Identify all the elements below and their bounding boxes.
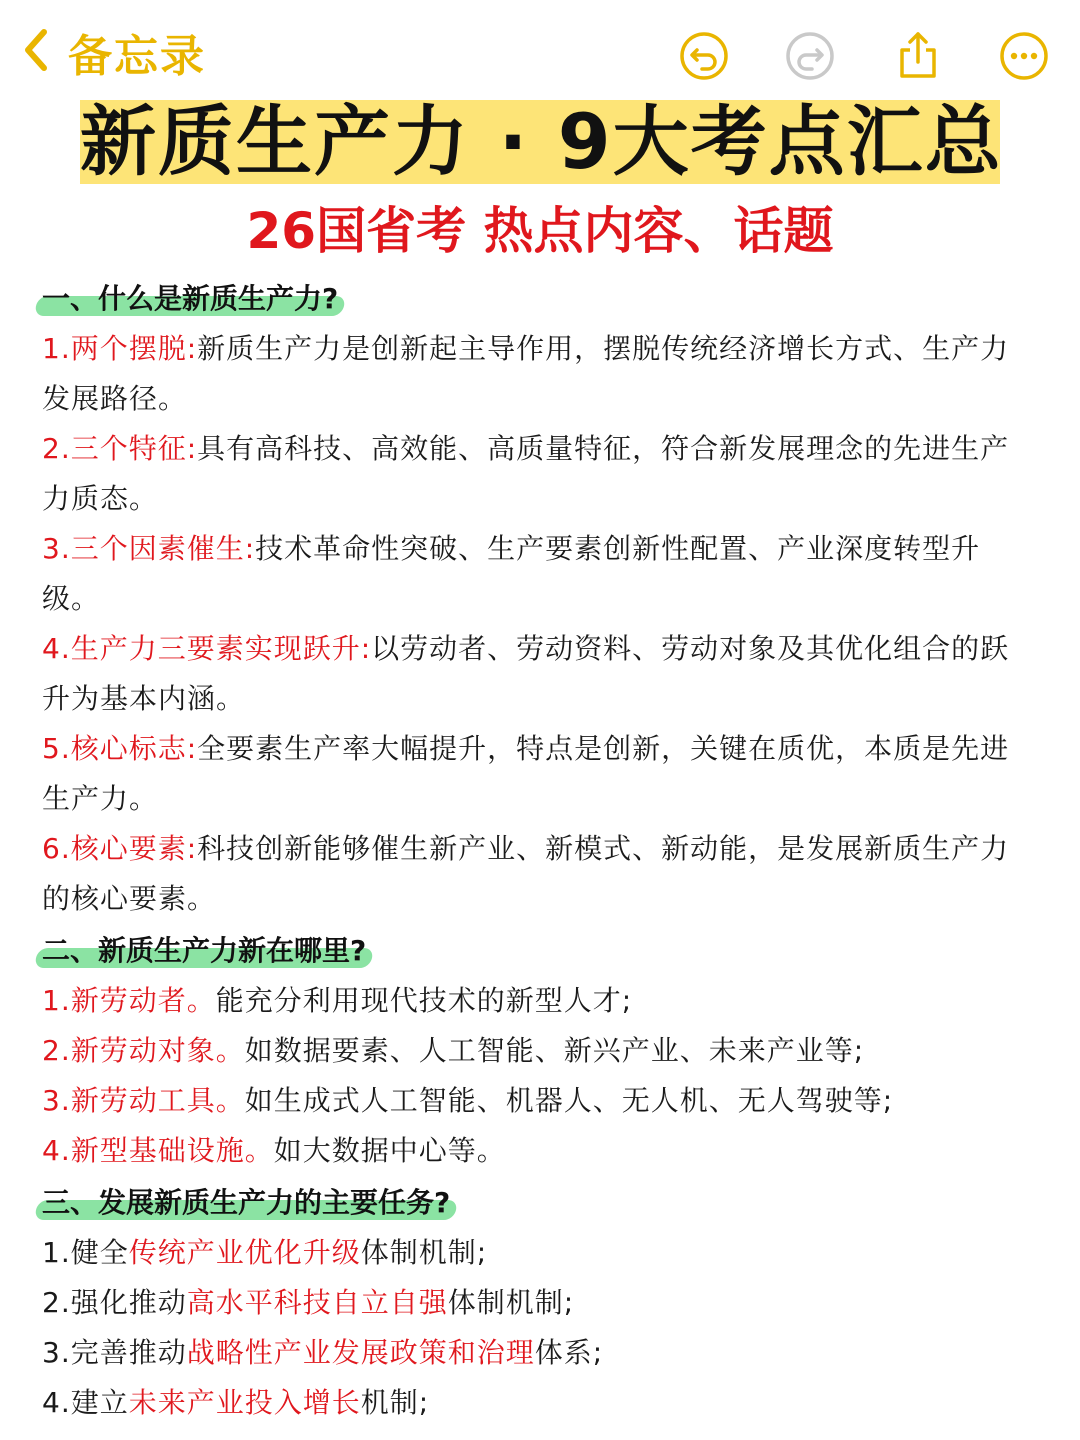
back-button[interactable]: [18, 22, 206, 82]
chevron-left-icon: [18, 26, 54, 78]
back-label: 备忘录: [68, 31, 206, 82]
section-heading: 三、发展新质生产力的主要任务?: [42, 1178, 450, 1228]
list-item: 2.三个特征:具有高科技、高效能、高质量特征，符合新发展理念的先进生产力质态。: [42, 432, 1010, 515]
list-item: 2.新劳动对象。如数据要素、人工智能、新兴产业、未来产业等;: [42, 1034, 865, 1067]
redo-icon[interactable]: [784, 30, 836, 82]
title-highlight: [80, 97, 1003, 186]
list-item: 1.两个摆脱:新质生产力是创新起主导作用，摆脱传统经济增长方式、生产力发展路径。: [42, 332, 1010, 415]
page-title: 新质生产力 · 9大考点汇总: [80, 97, 1003, 186]
share-icon[interactable]: [892, 30, 944, 82]
list-item: 3.三个因素催生:技术革命性突破、生产要素创新性配置、产业深度转型升级。: [42, 532, 981, 615]
nav-bar: [0, 0, 1080, 100]
undo-icon[interactable]: [678, 30, 730, 82]
list-item: 6.核心要素:科技创新能够催生新产业、新模式、新动能，是发展新质生产力的核心要素。: [42, 832, 1010, 915]
list-item: 1.新劳动者。能充分利用现代技术的新型人才;: [42, 984, 633, 1017]
list-item: 5.核心标志:全要素生产率大幅提升，特点是创新，关键在质优，本质是先进生产力。: [42, 732, 1010, 815]
note-body: [42, 272, 1022, 1428]
list-item: 1.健全传统产业优化升级体制机制;: [42, 1236, 488, 1269]
more-icon[interactable]: [998, 30, 1050, 82]
list-item: 4.建立未来产业投入增长机制;: [42, 1386, 430, 1419]
page-subtitle: 26国省考 热点内容、话题: [246, 202, 834, 260]
list-item: 4.新型基础设施。如大数据中心等。: [42, 1134, 506, 1167]
list-item: 2.强化推动高水平科技自立自强体制机制;: [42, 1286, 575, 1319]
list-item: 3.新劳动工具。如生成式人工智能、机器人、无人机、无人驾驶等;: [42, 1084, 894, 1117]
section-heading: 一、什么是新质生产力?: [42, 274, 338, 324]
list-item: 4.生产力三要素实现跃升:以劳动者、劳动资料、劳动对象及其优化组合的跃升为基本内涵。: [42, 632, 1010, 715]
list-item: 3.完善推动战略性产业发展政策和治理体系;: [42, 1336, 604, 1369]
section-heading: 二、新质生产力新在哪里?: [42, 926, 366, 976]
